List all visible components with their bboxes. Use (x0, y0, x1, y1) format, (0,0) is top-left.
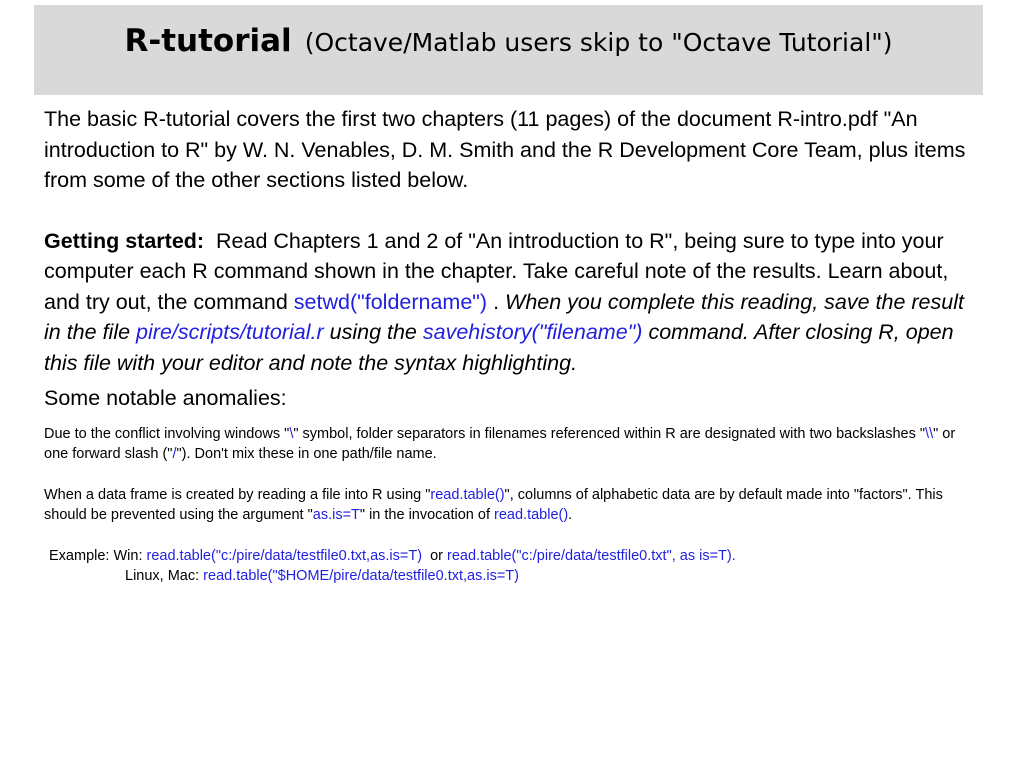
factors-note: When a data frame is created by reading a file into R using "read.table()", columns of alphabetic data are by default made into "factors". This should be prevented using the argument "as.is=T" in the invocation of read.table(). (44, 486, 943, 523)
getting-started-label: Getting started: (44, 228, 205, 253)
setwd-command: setwd("foldername") (293, 289, 488, 314)
slide-title (34, 23, 983, 59)
backslash-note: Due to the conflict involving windows "\" symbol, folder separators in filenames referenced within R are designated with two backslashes "\\" or one forward slash ("/"). Don't mix these in one path/file name. (44, 425, 956, 462)
intro-paragraph: The basic R-tutorial covers the first two chapters (11 pages) of the document R-intro.pdf "An introduction to R" by W. N. Venables, D. M. Smith and the R Development Core Team, plus items from some of the other sections listed below. (44, 107, 966, 192)
title-subtitle: (Octave/Matlab users skip to "Octave Tutorial") (304, 28, 893, 57)
example-linux: Linux, Mac: read.table("$HOME/pire/data/testfile0.txt,as.is=T) (125, 568, 519, 584)
title-main: R-tutorial (124, 23, 292, 59)
savehistory-command: savehistory("filename") (422, 320, 643, 344)
getting-started-text: Read Chapters 1 and 2 of "An introduction to R", being sure to type into your computer each R command shown in the chapter. Take careful note of the results. Learn about, and try out, the command (44, 228, 949, 314)
example-win-command-2: read.table("c:/pire/data/testfile0.txt", as is=T) (447, 547, 732, 564)
title-bar (34, 5, 983, 95)
example-win-command-1: read.table("c:/pire/data/testfile0.txt,as.is=T) (146, 547, 423, 564)
slide-content (44, 104, 979, 587)
editor-instruction: command. After closing R, open this file with your editor and note the syntax highlighting. (44, 320, 954, 375)
save-instruction: When you complete this reading, save the result in the file (44, 289, 964, 344)
getting-started-paragraph: Getting started: Read Chapters 1 and 2 of "An introduction to R", being sure to type into your computer each R command shown in the chapter. Take careful note of the results. Learn about, and try out, the command setwd("foldername") . When you complete this reading, save the result in the file pire/scripts/tutorial.r using the savehistory("filename") command. After closing R, open this file with your editor and note the syntax highlighting. (44, 228, 964, 375)
example-linux-command: read.table("$HOME/pire/data/testfile0.txt,as.is=T) (203, 568, 519, 584)
tutorial-file-path: pire/scripts/tutorial.r (136, 320, 324, 344)
example-windows: Example: Win: read.table("c:/pire/data/testfile0.txt,as.is=T) or read.table("c:/pire/data/testfile0.txt", as is=T). (49, 547, 736, 564)
anomalies-heading: Some notable anomalies: (44, 386, 287, 410)
